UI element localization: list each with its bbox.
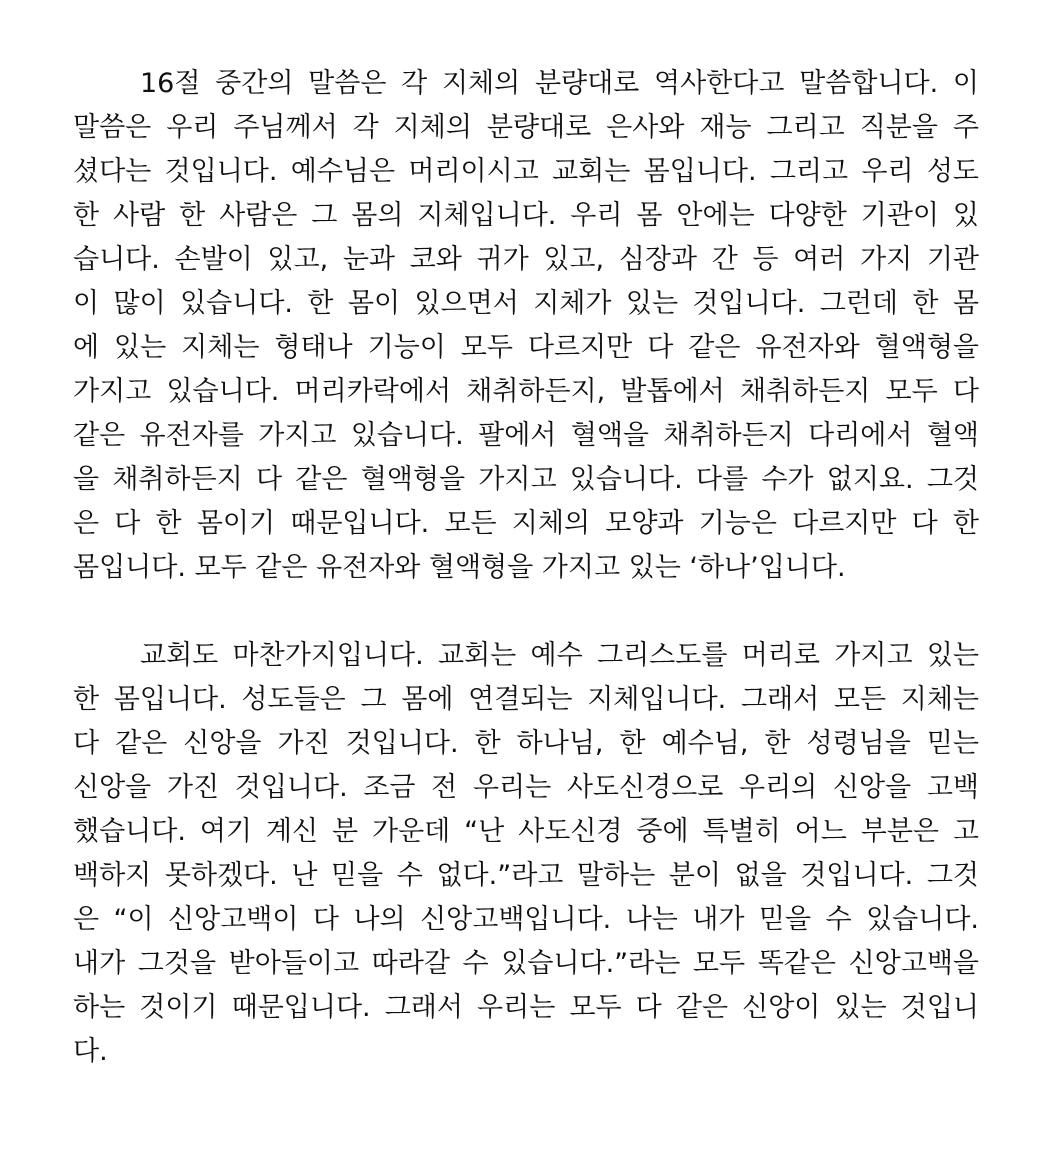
paragraph-line: 셨다는 것입니다. 예수님은 머리이시고 교회는 몸입니다. 그리고 우리 성도 (73, 156, 979, 187)
paragraph-line: 은 다 한 몸이기 때문입니다. 모든 지체의 모양과 기능은 다르지만 다 한 (73, 508, 979, 539)
paragraph-line: 같은 유전자를 가지고 있습니다. 팔에서 혈액을 채취하든지 다리에서 혈액 (73, 420, 979, 451)
paragraph-line: 하는 것이기 때문입니다. 그래서 우리는 모두 다 같은 신앙이 있는 것입니 (73, 992, 979, 1023)
paragraph-line: 이 많이 있습니다. 한 몸이 있으면서 지체가 있는 것입니다. 그런데 한 몸 (73, 288, 979, 319)
paragraph-line: 교회도 마찬가지입니다. 교회는 예수 그리스도를 머리로 가지고 있는 (140, 640, 979, 671)
paragraph-line: 다 같은 신앙을 가진 것입니다. 한 하나님, 한 예수님, 한 성령님을 믿는 (73, 728, 979, 759)
paragraph-line: 한 사람 한 사람은 그 몸의 지체입니다. 우리 몸 안에는 다양한 기관이 있 (73, 200, 979, 231)
paragraph-line: 다. (73, 1036, 108, 1067)
paragraph-line: 가지고 있습니다. 머리카락에서 채취하든지, 발톱에서 채취하든지 모두 다 (73, 376, 979, 407)
paragraph-line: 말씀은 우리 주님께서 각 지체의 분량대로 은사와 재능 그리고 직분을 주 (73, 112, 979, 143)
paragraph-line: 습니다. 손발이 있고, 눈과 코와 귀가 있고, 심장과 간 등 여러 가지 기관 (73, 244, 979, 275)
paragraph-line: 신앙을 가진 것입니다. 조금 전 우리는 사도신경으로 우리의 신앙을 고백 (73, 772, 979, 803)
paragraph-line: 한 몸입니다. 성도들은 그 몸에 연결되는 지체입니다. 그래서 모든 지체는 (73, 684, 979, 715)
paragraph-line: 백하지 못하겠다. 난 믿을 수 없다.”라고 말하는 분이 없을 것입니다. 그것 (73, 860, 979, 891)
paragraph-line: 했습니다. 여기 계신 분 가운데 “난 사도신경 중에 특별히 어느 부분은 고 (73, 816, 979, 847)
paragraph-line: 내가 그것을 받아들이고 따라갈 수 있습니다.”라는 모두 똑같은 신앙고백을 (73, 948, 979, 979)
paragraph-line: 에 있는 지체는 형태나 기능이 모두 다르지만 다 같은 유전자와 혈액형을 (73, 332, 979, 363)
paragraph-line: 몸입니다. 모두 같은 유전자와 혈액형을 가지고 있는 ‘하나’입니다. (73, 552, 846, 583)
paragraph-line: 16절 중간의 말씀은 각 지체의 분량대로 역사한다고 말씀합니다. 이 (140, 68, 979, 99)
paragraph-line: 은 “이 신앙고백이 다 나의 신앙고백입니다. 나는 내가 믿을 수 있습니다. (73, 904, 979, 935)
paragraph-line: 을 채취하든지 다 같은 혈액형을 가지고 있습니다. 다를 수가 없지요. 그것 (73, 464, 979, 495)
